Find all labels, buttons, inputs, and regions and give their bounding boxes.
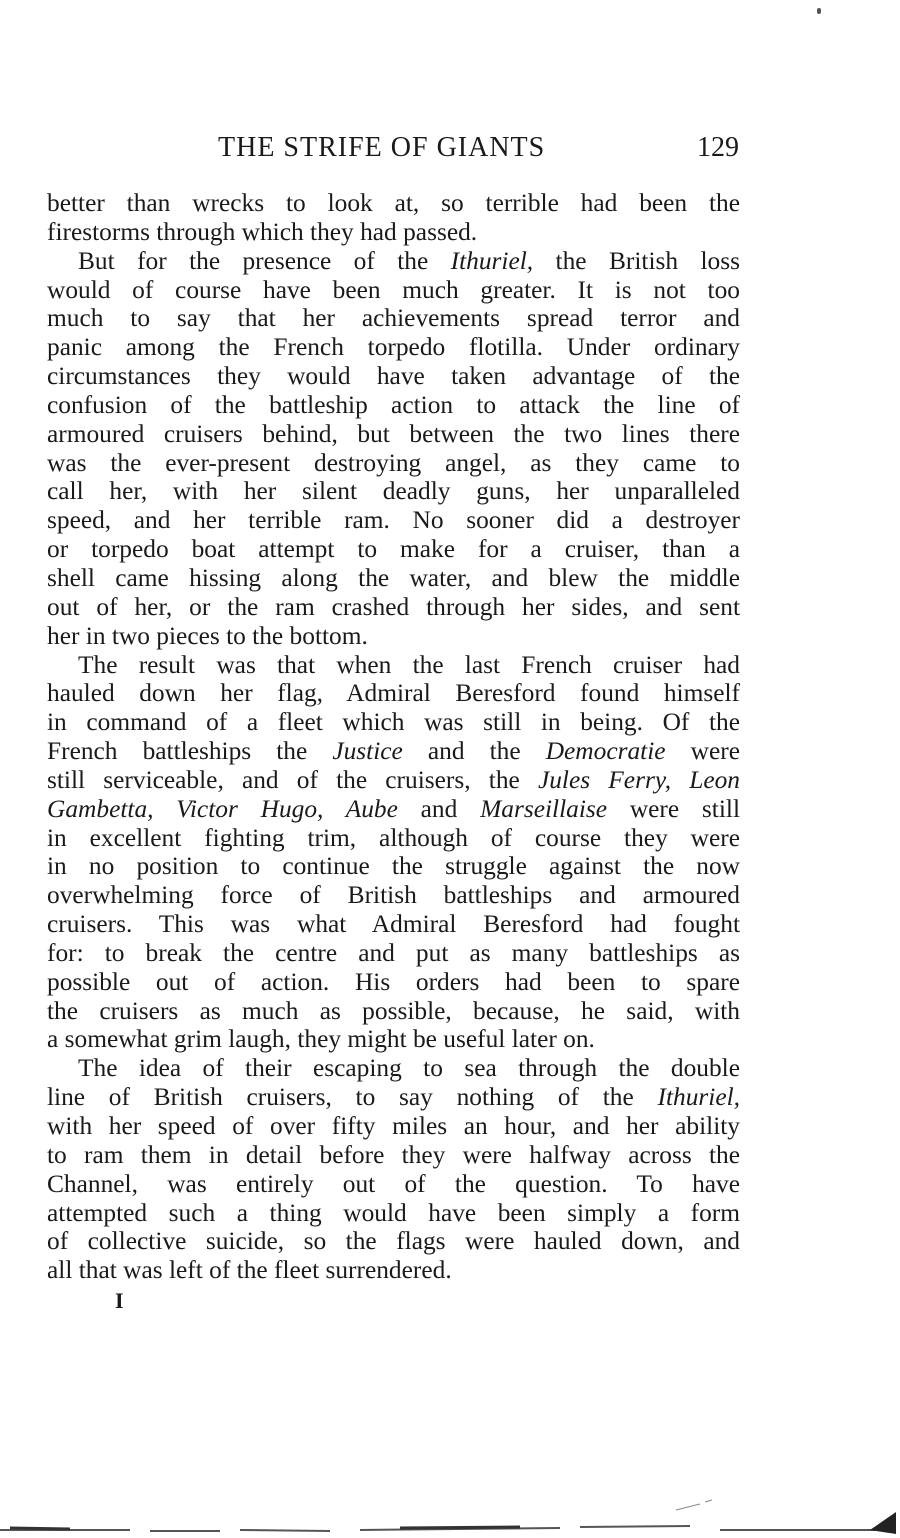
text-line: overwhelming force of British battleships and armoured: [47, 881, 740, 910]
text-line: Channel, was entirely out of the question. To have: [47, 1169, 740, 1198]
text-line: out of her, or the ram crashed through her sides, and sent: [47, 592, 740, 621]
running-head: [0, 132, 900, 168]
italic-name: Democratie: [545, 737, 666, 766]
text-line: firestorms through which they had passed.: [47, 217, 478, 246]
text-line: to ram them in detail before they were halfway across the: [47, 1140, 740, 1169]
italic-name: Gambetta, Victor Hugo, Aube: [47, 794, 398, 823]
text-line: circumstances they would have taken advantage of the: [47, 362, 740, 391]
text-line: panic among the French torpedo flotilla. Under ordinary: [47, 333, 740, 362]
text-line: But for the presence of the Ithuriel, the British loss: [78, 246, 740, 275]
text-line: in command of a fleet which was still in being. Of the: [47, 708, 740, 737]
text-line: French battleships the Justice and the Democratie were: [47, 737, 740, 766]
text-line: would of course have been much greater. It is not too: [47, 275, 740, 304]
text-line: the cruisers as much as possible, because, he said, with: [47, 996, 740, 1025]
page-number: 129: [697, 132, 739, 163]
scan-edge-noise: [0, 1490, 900, 1538]
text-line: armoured cruisers behind, but between the two lines there: [47, 419, 740, 448]
text-line: The result was that when the last French cruiser had: [78, 650, 740, 679]
italic-name: Jules Ferry, Leon: [537, 765, 740, 794]
italic-name: Ithuriel,: [450, 246, 534, 275]
text-line: call her, with her silent deadly guns, her unparalleled: [47, 477, 740, 506]
signature-mark: I: [115, 1288, 124, 1313]
text-line: or torpedo boat attempt to make for a cruiser, than a: [47, 535, 740, 564]
text-line: for: to break the centre and put as many battleships as: [47, 938, 740, 967]
text-line: better than wrecks to look at, so terrible had been the: [47, 189, 740, 217]
text-line: confusion of the battleship action to attack the line of: [47, 390, 740, 419]
text-line: much to say that her achievements spread terror and: [47, 304, 740, 333]
text-line: shell came hissing along the water, and blew the middle: [47, 563, 740, 592]
text-line: a somewhat grim laugh, they might be useful later on.: [47, 1025, 595, 1054]
text-line: possible out of action. His orders had been to spare: [47, 967, 740, 996]
text-line: The idea of their escaping to sea through the double: [78, 1054, 740, 1083]
text-line: hauled down her flag, Admiral Beresford found himself: [47, 679, 740, 708]
text-line: her in two pieces to the bottom.: [47, 621, 368, 650]
text-line: attempted such a thing would have been simply a form: [47, 1198, 740, 1227]
italic-name: Justice: [332, 737, 403, 766]
text-line: still serviceable, and of the cruisers, the Jules Ferry, Leon: [47, 765, 740, 794]
scan-edge-dark: [10, 1527, 520, 1529]
text-line: of collective suicide, so the flags were hauled down, and: [47, 1227, 740, 1256]
italic-name: Ithuriel,: [657, 1083, 740, 1112]
text-line: all that was left of the fleet surrendered.: [47, 1256, 452, 1285]
text-line: in excellent fighting trim, although of course they were: [47, 823, 740, 852]
scan-speck: [817, 8, 821, 14]
text-line: with her speed of over fifty miles an hour, and her ability: [47, 1112, 740, 1140]
text-line: in no position to continue the struggle against the now: [47, 852, 740, 881]
scan-edge-tick: [676, 1500, 712, 1510]
text-line: speed, and her terrible ram. No sooner did a destroyer: [47, 506, 740, 535]
body-text: [47, 189, 740, 1285]
text-line: cruisers. This was what Admiral Beresford had fought: [47, 910, 740, 939]
text-line: Gambetta, Victor Hugo, Aube and Marseillaise were still: [47, 794, 741, 823]
running-title: THE STRIFE OF GIANTS: [218, 132, 546, 163]
text-line: line of British cruisers, to say nothing of the Ithuriel,: [47, 1083, 740, 1112]
italic-name: Marseillaise: [480, 794, 608, 823]
text-line: was the ever-present destroying angel, as they came to: [47, 448, 740, 477]
